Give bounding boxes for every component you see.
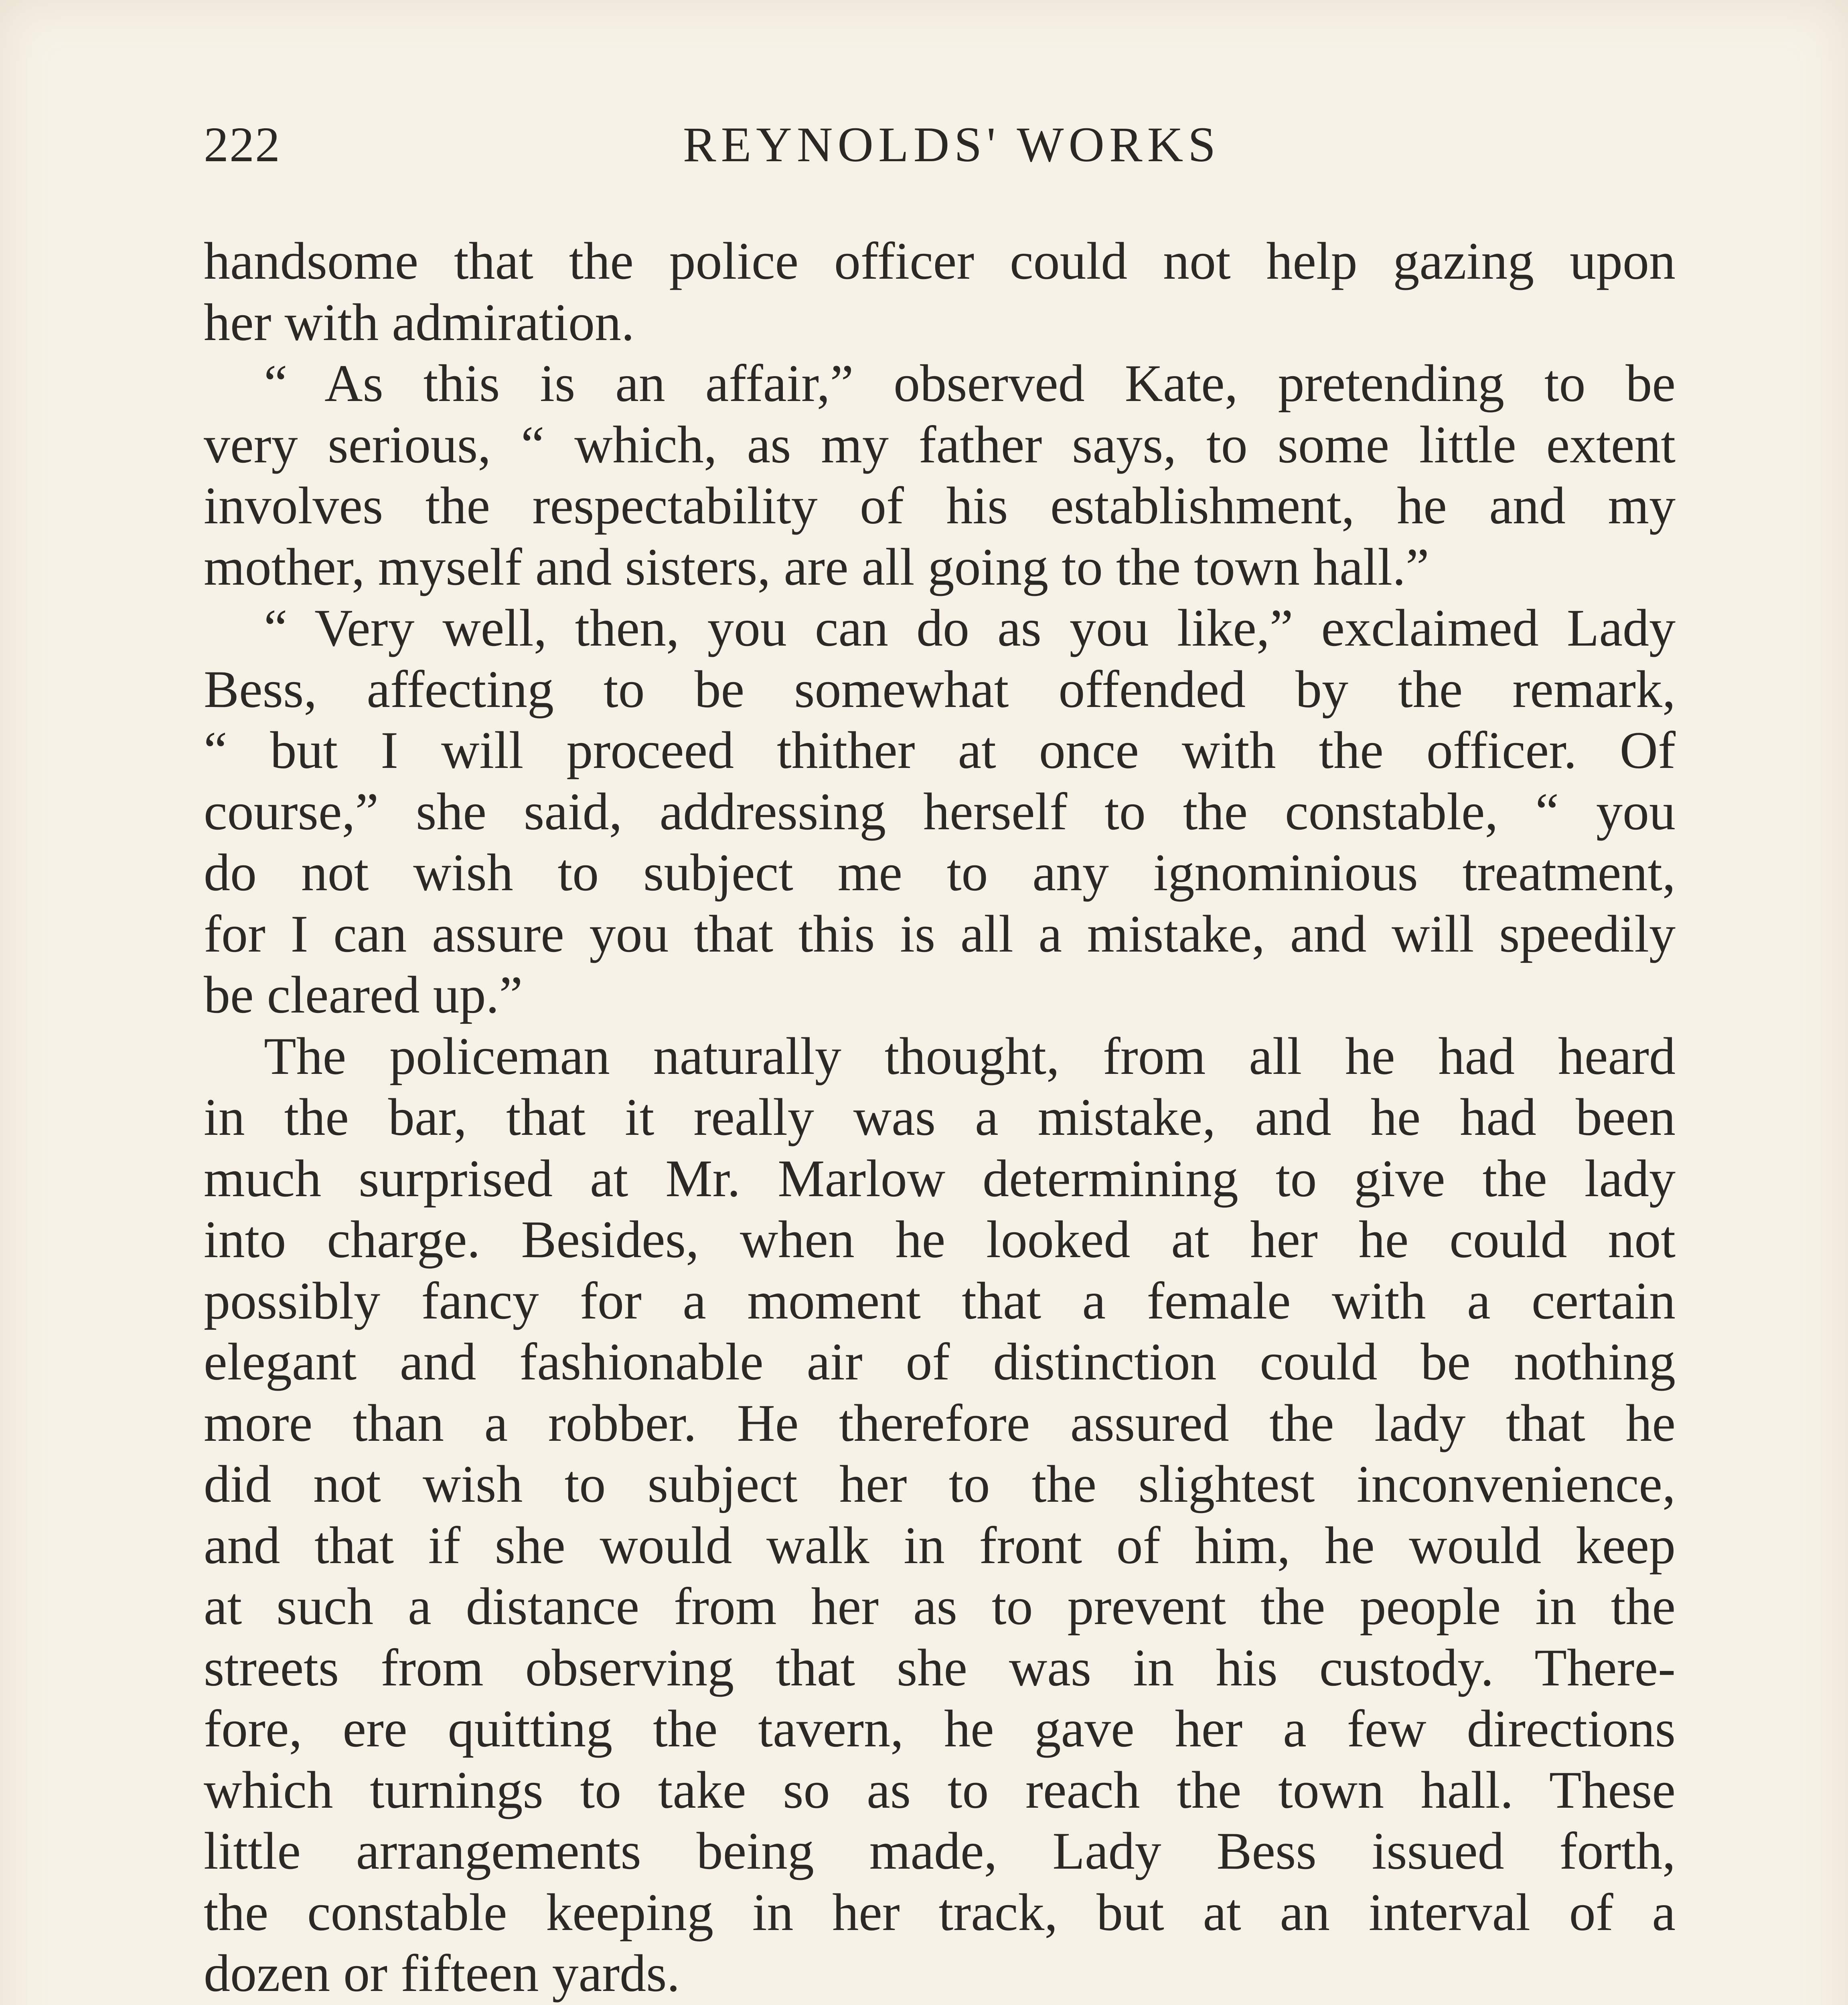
- text-line: “ Very well, then, you can do as you like,” exclaimed Lady: [264, 598, 1676, 657]
- text-line: for I can assure you that this is all a mistake, and will speedily: [204, 904, 1676, 963]
- paragraph: [204, 1026, 1676, 2004]
- text-line: The policeman naturally thought, from all he had heard: [264, 1026, 1676, 1086]
- page-number: 222: [204, 117, 281, 172]
- text-line: and that if she would walk in front of him, he would keep: [204, 1515, 1676, 1575]
- text-line: into charge. Besides, when he looked at her he could not: [204, 1210, 1676, 1269]
- text-line: did not wish to subject her to the slightest inconvenience,: [204, 1454, 1676, 1513]
- running-title: REYNOLDS' WORKS: [683, 117, 1221, 172]
- paragraph: [204, 597, 1676, 1026]
- paragraph: [204, 353, 1676, 597]
- text-line: the constable keeping in her track, but at an interval of a: [204, 1882, 1676, 1942]
- text-line: Bess, affecting to be somewhat offended by the remark,: [204, 659, 1676, 719]
- text-line: in the bar, that it really was a mistake, and he had been: [204, 1088, 1676, 1146]
- text-line: handsome that the police officer could not help gazing upon: [204, 231, 1676, 290]
- text-line: very serious, “ which, as my father says, to some little extent: [204, 415, 1676, 474]
- text-line: which turnings to take so as to reach the town hall. These: [204, 1760, 1676, 1819]
- text-line: streets from observing that she was in his custody. There-: [204, 1638, 1676, 1697]
- text-line: fore, ere quitting the tavern, he gave her a few directions: [204, 1699, 1676, 1758]
- text-line: much surprised at Mr. Marlow determining to give the lady: [204, 1148, 1676, 1208]
- text-line: mother, myself and sisters, are all going to the town hall.”: [204, 537, 1429, 596]
- text-line: more than a robber. He therefore assured the lady that he: [204, 1393, 1676, 1452]
- text-line: course,” she said, addressing herself to the constable, “ you: [204, 782, 1676, 841]
- body-text: [204, 231, 1676, 2005]
- text-line: little arrangements being made, Lady Bess issued forth,: [204, 1821, 1676, 1880]
- text-line: “ but I will proceed thither at once with the officer. Of: [204, 721, 1676, 780]
- text-line: her with admiration.: [204, 292, 635, 352]
- text-line: “ As this is an affair,” observed Kate, pretending to be: [264, 354, 1676, 413]
- text-line: dozen or fifteen yards.: [204, 1944, 680, 2003]
- text-line: at such a distance from her as to prevent the people in the: [204, 1577, 1676, 1636]
- text-line: elegant and fashionable air of distinction could be nothing: [204, 1332, 1676, 1391]
- text-line: possibly fancy for a moment that a female with a certain: [204, 1271, 1676, 1330]
- running-head: [204, 116, 1676, 184]
- text-line: be cleared up.”: [204, 965, 523, 1024]
- text-line: involves the respectability of his establishment, he and my: [204, 476, 1676, 535]
- text-line: do not wish to subject me to any ignominious treatment,: [204, 843, 1676, 902]
- paragraph: [204, 231, 1676, 353]
